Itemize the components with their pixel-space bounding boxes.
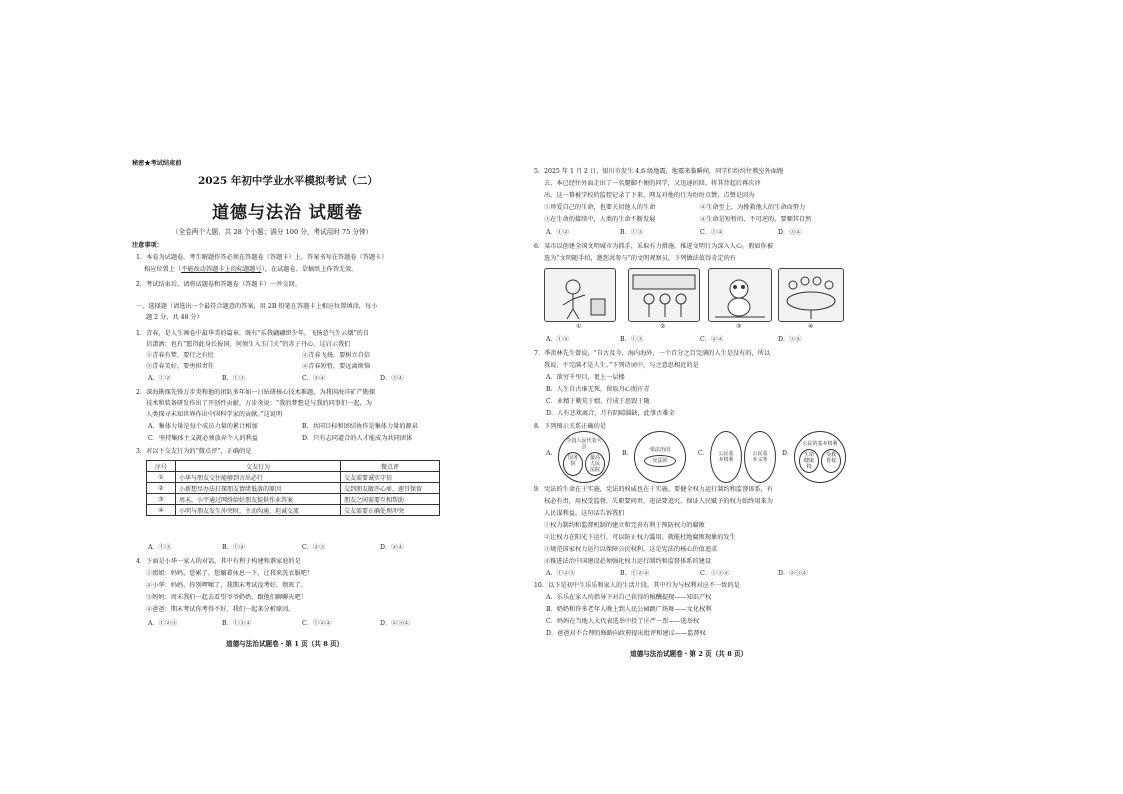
option-line: ①青春有梦，要行之有肚 [146,352,215,359]
choice-b: B．①③ [620,336,644,343]
cell-comment: 交友需要正确处理冲突 [341,505,440,516]
choice-a: A．①②③ [546,570,576,577]
question-stem: 信潇洒；也有“愿得此身长报国，何须生入玉门关”的赤子丹心。这启示我们 [146,341,351,348]
option-line: ②青春飞扬，要树立自信 [302,352,371,359]
choice-b: B．①③ [620,229,644,236]
question-stem: 4．下面是小华一家人的对话，其中有利于构建和谐家庭的是 [136,558,301,565]
page-footer: 道德与法治试题卷・第 2 页（共 8 页） [630,650,748,658]
choice-b: B．共同目标和团结协作是集体力量的源泉 [302,423,418,430]
note-1b: 相应位置上（不能改动答题卡上的标题题号），在试题卷、草稿纸上作答无效。 [144,266,358,273]
choice-c: C．②④ [302,375,326,382]
choice-a: A．①② [546,336,570,343]
diagram-text: 国务院 [563,452,583,476]
exam-title: 2025 年初中学业水平模拟考试（二） [198,175,378,187]
cell-action: 周末，小宇通过网络给好朋友提供作业答案 [176,494,341,505]
diagram-text: 最高人民法院 [585,452,605,476]
option-line: ③青春美好，要勇担责任 [146,363,215,370]
choice-d: D．③④ [778,229,802,236]
exam-meta: （全卷两个大题，共 28 个小题；满分 100 分，考试用时 75 分钟） [172,228,373,236]
cartoon-image [628,268,700,322]
choice-b: B．人生自古谁无死，留取丹心照汗青 [546,386,650,393]
friendship-table [146,460,440,516]
column-header: 交友行为 [176,461,341,472]
notes-heading: 注意事项： [132,242,163,249]
dialogue-line: ③妈妈：周末我们一起去看望爷爷奶奶，跟他们聊聊天吧！ [146,594,307,601]
cartoon-panda-icon [709,269,771,321]
table-row [147,483,440,494]
question-stem: 权必有责，用权受监督，失职要问责，违法要追究，保证人民赋予的权力始终用来为 [544,498,773,505]
diagram-inner [563,452,605,476]
table-header-row [147,461,440,472]
choice-a: A．①② [546,229,570,236]
image-label: ④ [808,323,814,330]
column-header: 微点评 [341,461,440,472]
exam-page-1 [130,0,446,794]
cell-action: 小新想尽办法打探朋友情绪低落的原因 [176,483,341,494]
option-line: ②让权力在阳光下运行，可以防止权力滥用，就能杜绝腐败现象的发生 [544,534,736,541]
choice-b: B． [622,450,633,457]
diagram-text: 受教育权 [821,449,841,473]
page-footer: 道德与法治试题卷・第 1 页（共 8 页） [226,640,344,648]
choice-a: A．集体力量是每个成员力量的累计相加 [148,423,258,430]
cartoon-image [544,268,616,322]
secret-label: 秘密★考试结束前 [132,160,182,167]
question-stem: 9．宪法的生命在于实施，宪法的权威也在于实施。要健全权力运行制约和监督体系，有 [534,486,774,493]
choice-a: A．欲穷千里目，更上一层楼 [546,374,625,381]
choice-c: C．坚持集体主义就必须放弃个人的利益 [148,435,258,442]
choice-d: D． [782,450,794,457]
question-stem: 我说，不完满才是人生。”下列诗词中，与之意思相近的是 [544,362,699,369]
note-2: 2．考试结束后，请将试题卷和答题卷（答题卡）一并交回。 [136,281,301,288]
subject-title: 道德与法治 试题卷 [212,203,363,223]
diagram-text: 公民基本义务 [752,451,768,463]
cell-comment: 交友需要诚实守信 [341,472,440,483]
dialogue-line: ④爸爸：期末考试你考得不好，我们一起来分析原因。 [146,606,295,613]
diagram-b [634,431,686,483]
cell-no: ③ [147,494,176,505]
question-stem: 8．下列图示关系正确的是 [534,423,606,430]
diagram-d [794,431,846,483]
cell-comment: 交到朋友敞开心扉、莲耳保留 [341,483,440,494]
exam-page-2 [532,0,850,794]
question-stem: 去，本已经往外面走出了一名腿脚不便的同学，又迅速折回，将其背起后再次冲 [544,180,761,187]
choice-b: B．①④ [222,544,246,551]
diagram-a [558,431,610,483]
diagram-text: 公民的基本权利 [802,441,838,447]
choice-b: B．①③④ [222,620,252,627]
diagram-text: 依法治国 [649,447,670,453]
image-label: ③ [736,323,742,330]
choice-c: C．②④ [700,336,724,343]
choice-d: D．③④ [778,336,802,343]
option-line: ①珍爱自己的生命，也要关切他人的生命 [544,204,656,211]
option-line: ④青春短暂，要远离烦恼 [302,363,371,370]
choice-c: C．②③ [302,544,326,551]
option-line: ④生命是短暂的、不可逆的，要顺其自然 [700,216,812,223]
choice-a: A．乐乐在家人的指导下对自己获得的稿酬提现——知识产权 [546,594,712,601]
diagram-text: 宪法的 [644,455,676,467]
diagram-c-right [744,431,776,483]
table-row [147,472,440,483]
dialogue-line: ①姐姐：妈妈，您累了，您躺着休息一下，让我来洗衣服吧！ [146,570,314,577]
choice-c: C．①④ [700,229,724,236]
cartoon-dining-icon [779,269,843,321]
cell-no: ① [147,472,176,483]
option-line: ②生命至上，为挽救他人的生命而努力 [700,204,806,211]
choice-b: B．①③ [222,375,246,382]
diagram-text: 全国人民代表大会 [566,438,602,450]
choice-d: D．人有悲欢离合，月有阴晴圆缺，此事古难全 [546,410,675,417]
diagram-text: 公民基本权利 [718,451,734,463]
cell-no: ④ [147,505,176,516]
option-line: ③在生命的接续中，人类的生命不断发展 [544,216,656,223]
choice-d: D．爸爸对不合理的修路向政府提出批评和建议——监督权 [546,630,706,637]
question-stem: 10．以下是初中生乐乐和家人的生活片段，其中行为与权利对应不一致的是 [534,582,740,589]
cartoon-image [708,268,772,322]
question-stem: 2．深海勘探先锋万步炎和他的团队多年如一日钻研核心技术难题，为我国海洋矿产勘探 [136,389,376,396]
choice-a: A． [546,450,557,457]
choice-d: D．只有志同道合的人才能成为共同团体 [302,435,413,442]
choice-c: C．业精于勤荒于嬉，行成于思毁于随 [546,398,650,405]
question-stem: 人类探寻未知世界作出中国科学家的贡献。”这说明 [146,411,283,418]
question-stem: 选为“文明随手拍，邀您共参与”的文明观察员，下列做法值得肯定的有 [544,255,736,262]
image-label: ② [660,323,666,330]
table-row [147,505,440,516]
cell-action: 小华与朋友交往能够到言出必行 [176,472,341,483]
choice-d: D．②③④ [380,620,410,627]
cell-no: ② [147,483,176,494]
note-1a: 1．本卷为试题卷。考生解题作答必须在答题卷（答题卡）上。答案书写在答题卷（答题卡） [136,254,388,261]
question-stem: 人民谋利益。这句话告诉我们 [544,510,625,517]
choice-c: C．①③④ [700,570,730,577]
cartoon-image [778,268,844,322]
cartoon-litter-icon [545,269,615,321]
choice-d: D．②③④ [778,570,808,577]
column-header: 序号 [147,461,176,472]
diagram-c-left [710,431,742,483]
cell-action: 小明与朋友发生冲突时，主动沟通，坦诚交流 [176,505,341,516]
choice-b: B．①②④ [620,570,650,577]
section-1-heading: 一、选择题（请选出一个最符合题意的答案，用 2B 铅笔在答题卡上相应位置填涂，每小 [136,303,378,310]
choice-b: B．奶奶和许多老年人晚上到人民公园跳广场舞——文化权利 [546,606,712,613]
option-line: ④推进法治中国建设必须强化权力运行制约和监督体系的建设 [544,558,712,565]
choice-d: D．②④ [380,544,404,551]
question-stem: 3．对以下交友行为的“微点评”，正确的是 [136,448,252,455]
question-stem: 6．某市以创建全国文明城市为抓手，采取有力措施，推进文明行为深入人心。假如你被 [534,243,774,250]
dialogue-line: ②小华：妈妈，你别啰嗦了，我期末考试没考好，烦死了。 [146,582,307,589]
choice-d: D．③④ [380,375,404,382]
diagram-inner [799,449,841,473]
section-1-heading-cont: 题 2 分，共 48 分） [146,314,203,321]
question-stem: 1．青春，是人生画卷中最华美的篇章。既有“乐我翩翩织少年，飞扬意气生云烟”的自 [136,330,370,337]
question-stem: 技术和装备研发作出了开创性贡献。万步炎说：“我的梦想是与我的同事们一起，为 [146,400,372,407]
cell-comment: 朋友之间需要互相帮助 [341,494,440,505]
question-stem: 出，这一幕被学校的监控记录了下来，网友对他的行为纷纷点赞，点赞是因为 [544,192,755,199]
choice-a: A．①② [148,375,172,382]
question-stem: 5．2025 年 1 月 2 日，银川市发生 4.6 级地震，地震来临瞬间，同学们纷纷往教室外面跑 [534,168,784,175]
choice-a: A．①②③ [148,620,178,627]
cartoon-queue-icon [629,269,699,321]
table-row [147,494,440,505]
choice-c: C． [698,450,709,457]
option-line: ③规范国家权力运行以保障公民权利，这是宪法的核心价值追求 [544,546,718,553]
image-label: ① [576,323,582,330]
diagram-text: 生命健康权 [799,449,819,473]
option-line: ①权力制约和监督机制的建立和完善有利于预防权力的腐败 [544,522,705,529]
choice-c: C．①②④ [302,620,332,627]
choice-c: C．妈妈在当地人大代表选举中投了庄严一票——选举权 [546,618,700,625]
question-stem: 7．季羡林先生曾说，“自古及今，海内海外，一个百分之百完满的人生是没有的，所以 [534,350,771,357]
choice-a: A．①③ [148,544,172,551]
